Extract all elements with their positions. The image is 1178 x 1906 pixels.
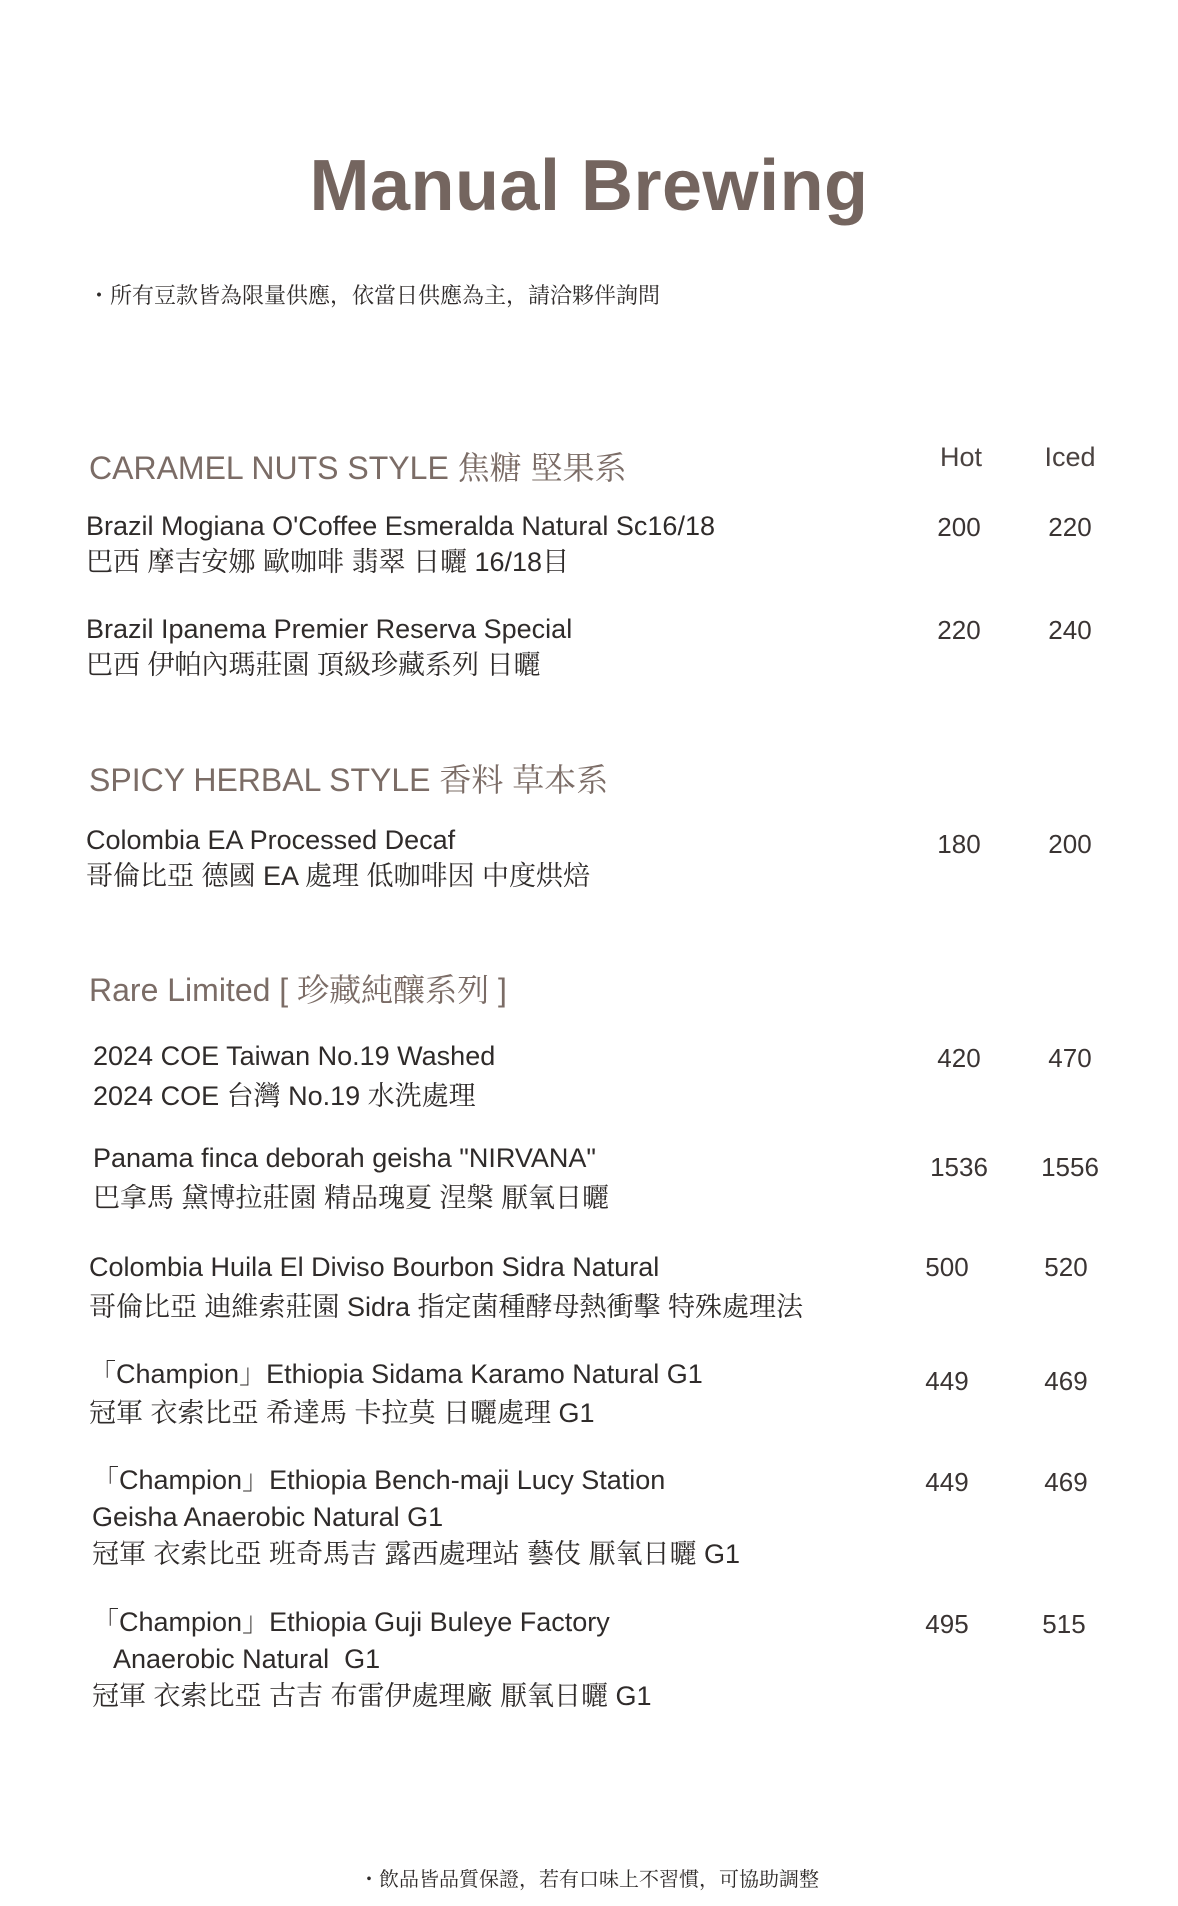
item-name-zh: 巴西 摩吉安娜 歐咖啡 翡翠 日曬 16/18目 — [86, 547, 570, 577]
price-hot: 220 — [937, 615, 981, 645]
item-name-en: 「Champion」Ethiopia Guji Buleye Factory — [92, 1607, 610, 1637]
item-name-en: Colombia EA Processed Decaf — [86, 825, 456, 855]
price-iced: 515 — [1042, 1609, 1086, 1639]
section-title-spicy-herbal: SPICY HERBAL STYLE 香料 草本系 — [89, 762, 609, 798]
price-hot: 449 — [925, 1467, 969, 1497]
price-iced: 1556 — [1041, 1152, 1099, 1182]
item-name-en: Brazil Mogiana O'Coffee Esmeralda Natural Sc16/18 — [86, 511, 715, 541]
price-iced: 240 — [1048, 615, 1092, 645]
price-iced: 200 — [1048, 829, 1092, 859]
item-name-en: Anaerobic Natural G1 — [92, 1644, 381, 1674]
item-name-zh: 哥倫比亞 德國 EA 處理 低咖啡因 中度烘焙 — [86, 861, 591, 891]
page-title: Manual Brewing — [309, 146, 869, 226]
menu-item — [92, 1462, 852, 1573]
menu-item — [86, 611, 846, 683]
menu-item — [86, 822, 846, 894]
item-name-zh: 冠軍 衣索比亞 古吉 布雷伊處理廠 厭氧日曬 G1 — [92, 1681, 652, 1711]
item-name-zh: 哥倫比亞 迪維索莊園 Sidra 指定菌種酵母熱衝擊 特殊處理法 — [89, 1292, 804, 1322]
price-hot: 495 — [925, 1609, 969, 1639]
item-name-en: Colombia Huila El Diviso Bourbon Sidra Natural — [89, 1252, 660, 1282]
availability-notice: ・所有豆款皆為限量供應，依當日供應為主，請洽夥伴詢問 — [88, 283, 661, 308]
item-name-en: 「Champion」Ethiopia Bench-maji Lucy Station — [92, 1465, 666, 1495]
price-hot: 449 — [925, 1366, 969, 1396]
price-hot: 200 — [937, 512, 981, 542]
item-name-zh: 巴西 伊帕內瑪莊園 頂級珍藏系列 日曬 — [86, 650, 541, 680]
menu-item — [89, 1355, 849, 1433]
quality-guarantee-note: ・飲品皆品質保證，若有口味上不習慣，可協助調整 — [359, 1869, 819, 1891]
price-iced: 469 — [1044, 1366, 1088, 1396]
item-name-zh: 冠軍 衣索比亞 班奇馬吉 露西處理站 藝伎 厭氧日曬 G1 — [92, 1539, 741, 1569]
item-name-en: 2024 COE Taiwan No.19 Washed — [93, 1041, 496, 1071]
item-name-en: Brazil Ipanema Premier Reserva Special — [86, 614, 573, 644]
price-iced: 470 — [1048, 1043, 1092, 1073]
section-title-caramel-nuts: CARAMEL NUTS STYLE 焦糖 堅果系 — [89, 450, 627, 486]
price-hot: 500 — [925, 1252, 969, 1282]
item-name-en: Geisha Anaerobic Natural G1 — [92, 1502, 444, 1532]
price-iced: 220 — [1048, 512, 1092, 542]
item-name-en: 「Champion」Ethiopia Sidama Karamo Natural G1 — [89, 1359, 703, 1389]
section-title-rare-limited: Rare Limited [ 珍藏純釀系列 ] — [89, 972, 507, 1008]
menu-item — [89, 1247, 849, 1327]
price-hot: 1536 — [930, 1152, 988, 1182]
price-iced: 520 — [1044, 1252, 1088, 1282]
item-name-zh: 2024 COE 台灣 No.19 水洗處理 — [93, 1081, 476, 1111]
menu-item — [92, 1604, 852, 1715]
column-header-hot: Hot — [939, 442, 983, 472]
menu-item — [86, 508, 846, 580]
item-name-zh: 巴拿馬 黛博拉莊園 精品瑰夏 涅槃 厭氧日曬 — [93, 1183, 610, 1213]
item-name-zh: 冠軍 衣索比亞 希達馬 卡拉莫 日曬處理 G1 — [89, 1398, 595, 1428]
menu-item — [93, 1138, 853, 1218]
price-hot: 420 — [937, 1043, 981, 1073]
price-hot: 180 — [937, 829, 981, 859]
column-header-iced: Iced — [1044, 442, 1096, 472]
menu-item — [93, 1036, 853, 1116]
price-iced: 469 — [1044, 1467, 1088, 1497]
item-name-en: Panama finca deborah geisha "NIRVANA" — [93, 1143, 596, 1173]
